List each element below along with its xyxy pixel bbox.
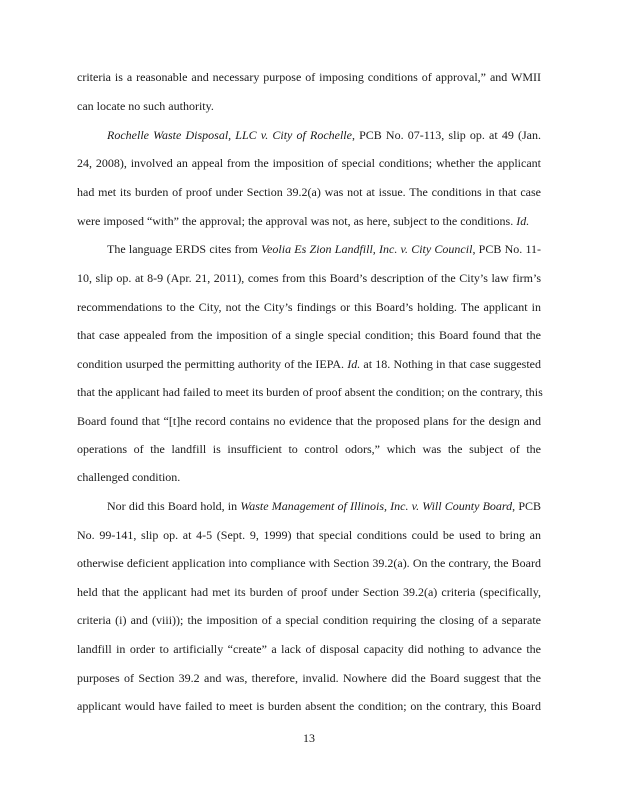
text-segment: that case appealed from the imposition of a single special condition; this Board found that the xyxy=(77,328,541,342)
text-line xyxy=(77,585,541,600)
text-segment: were imposed “with” the approval; the approval was not, as here, subject to the conditions. xyxy=(77,214,517,228)
text-segment: The language ERDS cites from xyxy=(107,242,262,256)
text-segment: Board found that “[t]he record contains no evidence that the proposed plans for the design and xyxy=(77,414,541,428)
text-line xyxy=(77,699,541,714)
text-line xyxy=(77,642,541,657)
text-segment: criteria is a reasonable and necessary purpose of imposing conditions of approval,” and WMII xyxy=(77,70,541,84)
text-segment: 24, 2008), involved an appeal from the imposition of special conditions; whether the applicant xyxy=(77,156,541,170)
text-segment: 10, slip op. at 8-9 (Apr. 21, 2011), comes from this Board’s description of the City’s law firm’s xyxy=(77,271,541,285)
text-segment: , PCB xyxy=(512,499,542,513)
text-segment: held that the applicant had met its burden of proof under Section 39.2(a) criteria (specifically, xyxy=(77,585,541,599)
italic-citation: Id. xyxy=(516,214,530,228)
text-segment: can locate no such authority. xyxy=(77,99,214,113)
text-line xyxy=(77,328,541,343)
text-line xyxy=(107,242,541,257)
text-segment: that the applicant had failed to meet its burden of proof absent the condition; on the contrary, this xyxy=(77,385,543,399)
text-line xyxy=(77,214,541,229)
text-line xyxy=(77,271,541,286)
text-segment: purposes of Section 39.2 and was, therefore, invalid. Nowhere did the Board suggest that the xyxy=(77,671,541,685)
page-number: 13 xyxy=(303,731,315,745)
text-line xyxy=(77,185,541,200)
text-line xyxy=(77,442,541,457)
text-line xyxy=(77,357,541,372)
text-line xyxy=(77,671,541,686)
text-segment: operations of the landfill is insufficient to control odors,” which was the subject of the xyxy=(77,442,541,456)
text-line xyxy=(77,70,541,85)
text-line xyxy=(77,156,541,171)
text-segment: condition usurped the permitting authority of the IEPA. xyxy=(77,357,348,371)
text-line xyxy=(77,414,541,429)
text-segment: , PCB No. 11- xyxy=(472,242,542,256)
text-line xyxy=(77,385,541,400)
text-line xyxy=(107,128,541,143)
text-segment: at 18. Nothing in that case suggested xyxy=(360,357,541,371)
italic-citation: Veolia Es Zion Landfill, Inc. v. City Council xyxy=(261,242,473,256)
text-line xyxy=(77,528,541,543)
text-line xyxy=(77,613,541,628)
text-segment: applicant would have failed to meet is burden absent the condition; on the contrary, this Board xyxy=(77,699,541,713)
text-line xyxy=(107,499,541,514)
text-segment: otherwise deficient application into compliance with Section 39.2(a). On the contrary, the Board xyxy=(77,556,541,570)
text-segment: recommendations to the City, not the City’s findings or this Board’s holding. The applicant in xyxy=(77,300,541,314)
italic-citation: Waste Management of Illinois, Inc. v. Will County Board xyxy=(240,499,513,513)
text-line xyxy=(77,470,541,485)
text-segment: , PCB No. 07-113, slip op. at 49 (Jan. xyxy=(351,128,541,142)
text-segment: challenged condition. xyxy=(77,470,181,484)
text-line xyxy=(77,556,541,571)
italic-citation: Rochelle Waste Disposal, LLC v. City of Rochelle xyxy=(107,128,352,142)
text-line xyxy=(77,99,541,114)
italic-citation: Id. xyxy=(347,357,361,371)
text-segment: Nor did this Board hold, in xyxy=(107,499,241,513)
text-segment: criteria (i) and (viii)); the imposition of a special condition requiring the closing of a separate xyxy=(77,613,541,627)
text-line xyxy=(77,300,541,315)
text-segment: No. 99-141, slip op. at 4-5 (Sept. 9, 1999) that special conditions could be used to bring an xyxy=(77,528,541,542)
text-segment: had met its burden of proof under Section 39.2(a) was not at issue. The conditions in that case xyxy=(77,185,541,199)
text-segment: landfill in order to artificially “create” a lack of disposal capacity did nothing to advance the xyxy=(77,642,541,656)
